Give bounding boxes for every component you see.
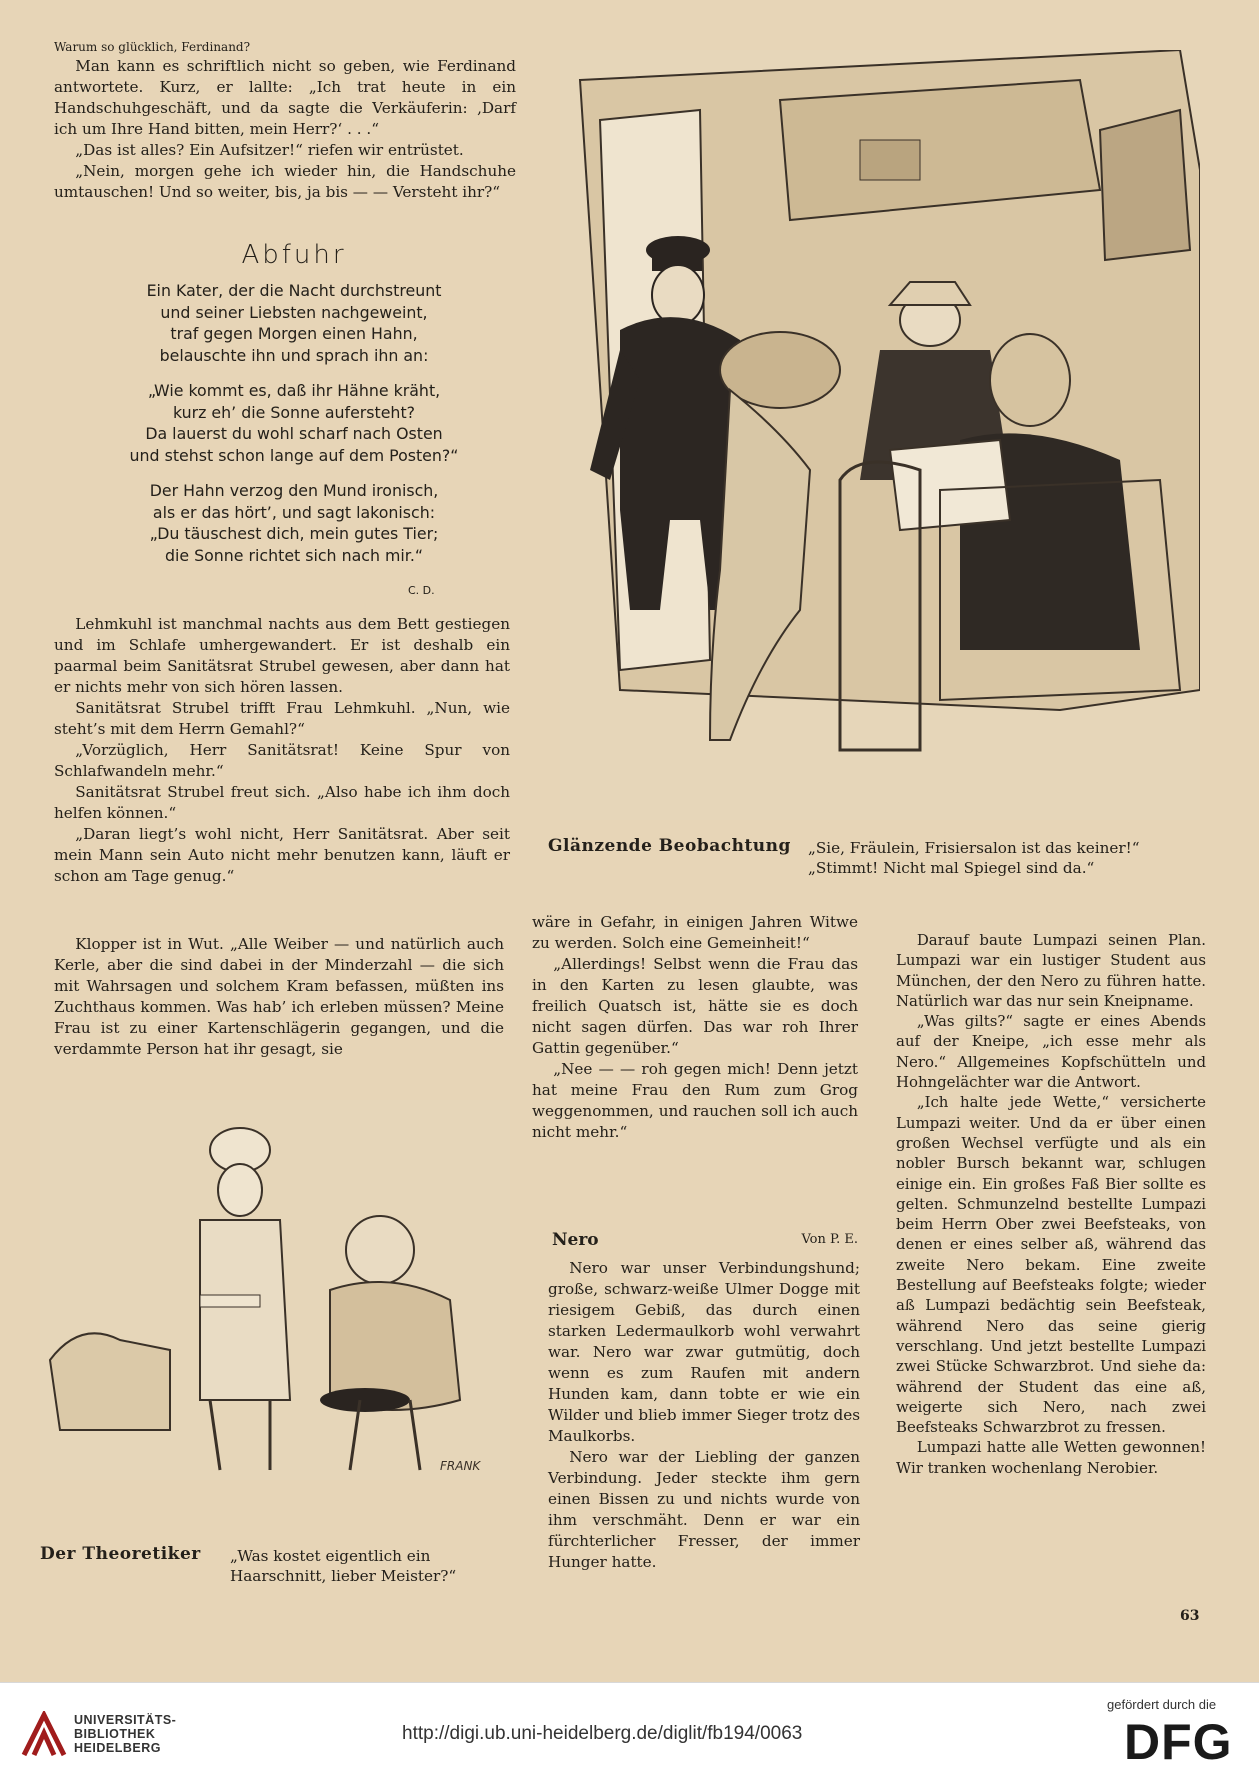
klopper-paragraph: Klopper ist in Wut. „Alle Weiber — und natürlich auch Kerle, aber die sind dabei in der Minderzahl — die sich mit Wahrsagen und solchem Kram befassen, müßten ins Zuchthaus kommen. Was hab’ ich erleben müssen? Meine Frau ist zu einer Kartenschlägerin gegangen, und die verdammte Person hat ihr gesagt, sie: [54, 935, 504, 1058]
joke-paragraph: Man kann es schriftlich nicht so geben, wie Ferdinand antwortete. Kurz, er lallte: „Ich trat heute in ein Handschuhgeschäft, und da sagte die Verkäuferin: ‚Darf ich um Ihre Hand bitten, mein Herr?‘ . . .“: [54, 57, 516, 138]
poem-line: und stehst schon lange auf dem Posten?“: [129, 445, 459, 465]
poem-line: „Du täuschest dich, mein gutes Tier;: [149, 524, 439, 543]
lehmkuhl-paragraph: Sanitätsrat Strubel freut sich. „Also habe ich ihm doch helfen können.“: [54, 783, 510, 822]
nero-paragraph: Lumpazi hatte alle Wetten gewonnen! Wir tranken wochenlang Nerobier.: [896, 1438, 1206, 1477]
lehmkuhl-paragraph: „Vorzüglich, Herr Sanitätsrat! Keine Spur von Schlafwandeln mehr.“: [54, 741, 510, 780]
barber-cartoon-illustration: [40, 1100, 510, 1480]
funding-note: gefördert durch die: [1107, 1697, 1217, 1712]
footer-bar: [0, 1682, 1259, 1785]
poem-stanza: [84, 380, 504, 466]
university-logo-icon: [20, 1711, 68, 1759]
dfg-logo: DFG: [1124, 1714, 1233, 1770]
barber-scene-drawing: [40, 1100, 510, 1480]
caption-text: „Was kostet eigentlich ein Haarschnitt, lieber Meister?“: [230, 1547, 457, 1585]
nero-paragraph: „Was gilts?“ sagte er eines Abends auf der Kneipe, „ich esse mehr als Nero.“ Allgemeines Kopfschütteln und Hohngelächter war die Antwort.: [896, 1012, 1206, 1092]
joke-paragraph: „Nein, morgen gehe ich wieder hin, die Handschuhe umtauschen! Und so weiter, bis, ja bis — — Versteht ihr?“: [54, 162, 516, 201]
lehmkuhl-paragraph: Lehmkuhl ist manchmal nachts aus dem Bett gestiegen und im Schlafe umhergewandert. Er ist deshalb ein paarmal beim Sanitätsrat Strubel gewesen, aber dann hat er nichts mehr von sich hören lassen.: [54, 615, 510, 696]
joke-paragraph: „Das ist alles? Ein Aufsitzer!“ riefen wir entrüstet.: [75, 141, 464, 159]
poem-line: als er das hört’, und sagt lakonisch:: [152, 502, 436, 522]
poem-line: die Sonne richtet sich nach mir.“: [164, 545, 424, 565]
train-scene-drawing: [560, 50, 1200, 820]
poem-abfuhr: [84, 280, 504, 580]
caption-title: Glänzende Beobachtung: [548, 836, 791, 856]
nero-paragraph: „Ich halte jede Wette,“ versicherte Lumpazi weiter. Und da er über einen großen Wechsel verfügte und als ein nobler Bursch bekannt war, schlugen einige ein. Ein großes Faß Bier sollte es gelten. Schmunzelnd bestellte Lumpazi beim Herrn Ober zwei Beefsteaks, von denen er eines selber aß, während das zweite Nero bekam. Eine zweite Bestellung auf Beefsteaks folgte; wieder aß Lumpazi bedächtig sein Beefsteak, während Nero das seine gierig verschlang. Und jetzt bestellte Lumpazi zwei Stücke Schwarzbrot. Und siehe da: während der Student das eine aß, weigerte sich Nero, nach zwei Beefsteaks Schwarzbrot zu fressen.: [896, 1093, 1206, 1437]
ferdinand-joke: [54, 38, 516, 203]
caption-title: Der Theoretiker: [40, 1544, 201, 1564]
poem-stanza: [84, 480, 504, 566]
svg-text:FRANK: FRANK: [440, 1459, 481, 1473]
university-name-line: UNIVERSITÄTS-: [74, 1713, 177, 1727]
continuation-paragraph: wäre in Gefahr, in einigen Jahren Witwe zu werden. Solch eine Gemeinheit!“: [532, 913, 858, 952]
klopper-joke: [54, 934, 504, 1060]
poem-line: Der Hahn verzog den Mund ironisch,: [149, 481, 439, 500]
nero-title: Nero: [552, 1230, 599, 1250]
nero-author: Von P. E.: [801, 1232, 858, 1247]
university-name-line: HEIDELBERG: [74, 1741, 161, 1755]
nero-paragraph: Nero war der Liebling der ganzen Verbindung. Jeder steckte ihm gern einen Bissen zu und nichts wurde von ihm verschmäht. Denn er war ein fürchterlicher Fresser, der immer Hunger hatte.: [548, 1448, 860, 1571]
continuation-paragraph: „Allerdings! Selbst wenn die Frau das in den Karten zu lesen glaubte, was freilich Quatsch ist, hätte sie es doch nicht sagen dürfen. Das war roh Ihrer Gattin gegenüber.“: [532, 955, 858, 1057]
caption-line: „Stimmt! Nicht mal Spiegel sind da.“: [808, 859, 1095, 877]
poem-stanza: [84, 280, 504, 366]
university-name-line: BIBLIOTHEK: [74, 1727, 156, 1741]
poem-line: „Wie kommt es, daß ihr Hähne kräht,: [147, 381, 441, 400]
page-number: 63: [1180, 1608, 1200, 1624]
permalink-url[interactable]: http://digi.ub.uni-heidelberg.de/diglit/fb194/0063: [402, 1723, 803, 1744]
train-cartoon-illustration: [560, 50, 1200, 820]
poem-line: traf gegen Morgen einen Hahn,: [170, 324, 418, 343]
nero-paragraph: Darauf baute Lumpazi seinen Plan. Lumpazi war ein lustiger Student aus München, der den Nero zu führen hatte. Natürlich war das nur sein Kneipname.: [896, 931, 1206, 1010]
nero-story-continued: [896, 930, 1206, 1478]
klopper-continuation: [532, 912, 858, 1143]
poem-line: Da lauerst du wohl scharf nach Osten: [145, 424, 443, 443]
lehmkuhl-joke: [54, 614, 510, 887]
poem-line: kurz eh’ die Sonne aufersteht?: [172, 402, 416, 422]
joke-lead: Warum so glücklich, Ferdinand?: [54, 40, 251, 54]
university-name: [74, 1713, 176, 1755]
poem-line: und seiner Liebsten nachgeweint,: [160, 302, 428, 322]
caption-text: [808, 838, 1208, 878]
continuation-paragraph: „Nee — — roh gegen mich! Denn jetzt hat meine Frau den Rum zum Grog weggenommen, und rauchen soll ich auch nicht mehr.“: [532, 1060, 858, 1141]
lehmkuhl-paragraph: Sanitätsrat Strubel trifft Frau Lehmkuhl. „Nun, wie steht’s mit dem Herrn Gemahl?“: [54, 699, 510, 738]
caption-line: „Sie, Fräulein, Frisiersalon ist das keiner!“: [808, 839, 1140, 857]
poem-signature: C. D.: [408, 584, 435, 597]
poem-title: Abfuhr: [241, 240, 347, 270]
lehmkuhl-paragraph: „Daran liegt’s wohl nicht, Herr Sanitätsrat. Aber seit mein Mann sein Auto nicht mehr benutzen kann, läuft er schon am Tage genug.“: [54, 825, 510, 885]
poem-line: belauschte ihn und sprach ihn an:: [159, 345, 429, 365]
nero-story: [548, 1258, 860, 1573]
nero-paragraph: Nero war unser Verbindungshund; große, schwarz-weiße Ulmer Dogge mit riesigem Gebiß, das durch einen starken Ledermaulkorb wohl verwahrt war. Nero war zwar gutmütig, doch wenn es zum Raufen mit andern Hunden kam, dann tobte er wie ein Wilder und blieb immer Sieger trotz des Maulkorbs.: [548, 1259, 860, 1445]
poem-line: Ein Kater, der die Nacht durchstreunt: [146, 281, 442, 300]
